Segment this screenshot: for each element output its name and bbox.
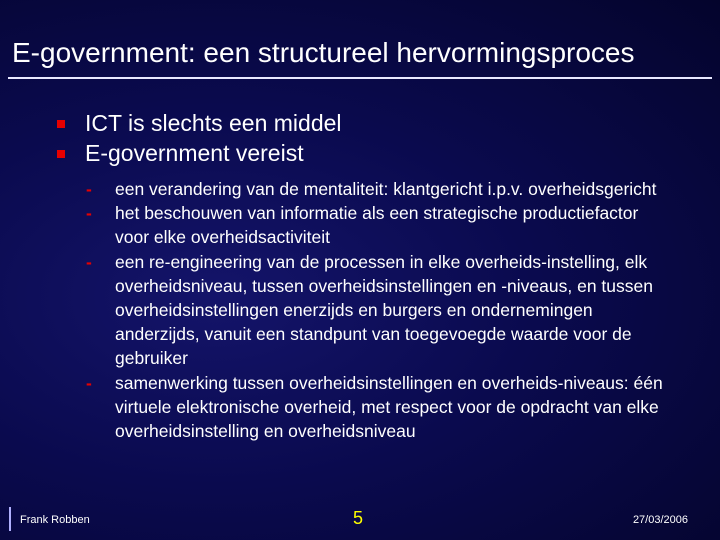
sub-bullet-item <box>84 177 664 201</box>
dash-bullet-icon: - <box>86 372 92 393</box>
main-bullet-item <box>54 109 694 139</box>
main-bullet-item <box>54 139 694 169</box>
sub-bullet-text: samenwerking tussen overheidsinstellingen en overheids-niveaus: één virtuele elektronische overheid, met respect voor de opdracht van elke overheidsinstelling en overheidsniveau <box>115 372 663 442</box>
dash-bullet-icon: - <box>86 203 92 224</box>
sub-bullet-item <box>84 371 664 444</box>
dash-bullet-icon: - <box>86 179 92 199</box>
sub-bullet-text: het beschouwen van informatie als een strategische productiefactor voor elke overheidsactiviteit <box>115 203 639 248</box>
footer-accent-bar <box>9 507 11 531</box>
main-bullet-text: E-government vereist <box>85 140 304 166</box>
square-bullet-icon <box>57 150 65 158</box>
footer-date: 27/03/2006 <box>632 514 688 526</box>
sub-bullet-text: een re-engineering van de processen in elke overheids-instelling, elk overheidsniveau, tussen overheidsinstellingen en -niveaus, en tussen overheidsinstellingen enerzijds en burgers en ondernemingen anderzijds, vanuit een standpunt van toegevoegde waarde voor de gebruiker <box>115 251 653 369</box>
sub-bullet-item <box>84 201 664 249</box>
title-divider <box>8 77 712 79</box>
main-bullet-text: ICT is slechts een middel <box>85 110 342 136</box>
main-bullet-list <box>54 109 694 169</box>
dash-bullet-icon: - <box>86 251 92 272</box>
footer-author: Frank Robben <box>20 514 90 526</box>
page-number: 5 <box>353 508 364 528</box>
sub-bullet-list <box>84 177 664 443</box>
slide-title: E-government: een structureel hervormingsproces <box>12 37 635 68</box>
sub-bullet-text: een verandering van de mentaliteit: klantgericht i.p.v. overheidsgericht <box>115 179 657 199</box>
sub-bullet-item <box>84 250 664 371</box>
square-bullet-icon <box>57 120 65 128</box>
